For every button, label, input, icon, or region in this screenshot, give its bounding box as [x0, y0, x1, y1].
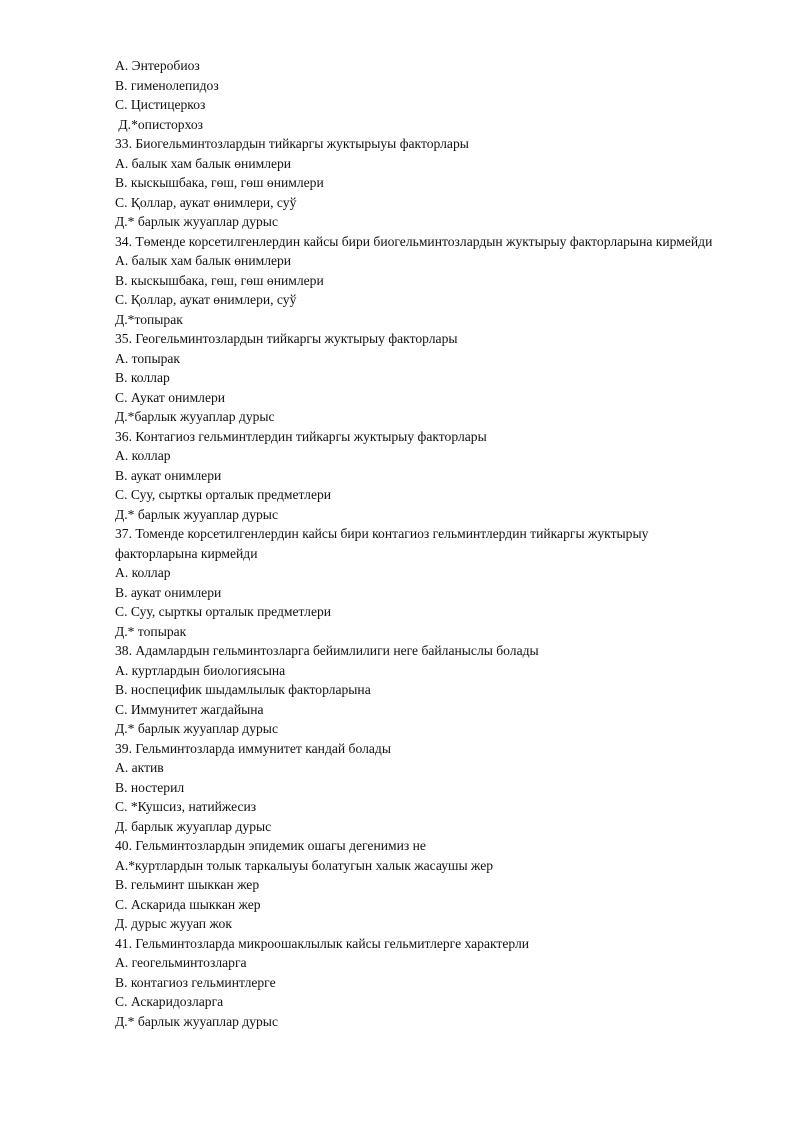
answer-option: Д.* барлык жууаплар дурыс: [115, 214, 278, 229]
answer-option: А. балык хам балык өнимлери: [115, 155, 292, 171]
answer-option: А. балык хам балык өнимлери: [115, 253, 292, 268]
answer-option: В. аукат онимлери: [115, 584, 222, 600]
answer-option: А. геогельминтозларга: [115, 955, 247, 970]
question-34: 34. Төменде корсетилгенлердин кайсы бири биогельминтозлардын жуктырыу факторларына кирмейди: [115, 233, 713, 249]
answer-option: С. Аскаридозларга: [115, 994, 224, 1009]
answer-option: В. носпецифик шыдамлылык факторларына: [115, 682, 371, 697]
answer-option: В. гельминт шыккан жер: [115, 877, 260, 892]
answer-option: А. коллар: [115, 448, 171, 463]
question-37: 37. Томенде корсетилгенлердин кайсы бири контагиоз гельминтлердин тийкаргы жуктырыу факторларына кирмейди: [115, 526, 649, 561]
question-36: 36. Контагиоз гельминтлердин тийкаргы жуктырыу факторлары: [115, 428, 487, 444]
answer-option: Д.*топырак: [115, 311, 183, 327]
answer-option: С. Аскарида шыккан жер: [115, 896, 261, 912]
answer-option: Д. дурыс жууап жок: [115, 916, 232, 931]
answer-option: Д.*описторхоз: [115, 116, 204, 132]
answer-option: В. ностерил: [115, 779, 185, 795]
answer-option: В. контагиоз гельминтлерге: [115, 974, 276, 990]
question-35: 35. Геогельминтозлардын тийкаргы жуктырыу факторлары: [115, 331, 458, 346]
answer-option: А.*куртлардын толык таркалыуы болатугын халык жасаушы жер: [115, 857, 494, 873]
question-list: [115, 56, 715, 1031]
question-40: 40. Гельминтозлардын эпидемик ошагы дегенимиз не: [115, 838, 426, 853]
answer-option: В. гименолепидоз: [115, 77, 219, 93]
answer-option: Д.*барлык жууаплар дурыс: [115, 409, 275, 424]
answer-option: А. Энтеробиоз: [115, 58, 200, 73]
answer-option: Д.* барлык жууаплар дурыс: [115, 506, 278, 522]
answer-option: А. коллар: [115, 565, 171, 580]
answer-option: С. Аукат онимлери: [115, 389, 226, 405]
answer-option: Д. барлык жууаплар дурыс: [115, 818, 272, 834]
question-33: 33. Биогельминтозлардын тийкаргы жуктырыуы факторлары: [115, 136, 469, 151]
answer-option: С. Қоллар, аукат өнимлери, суў: [115, 194, 297, 210]
answer-option: В. кыскышбака, гөш, гөш өнимлери: [115, 272, 324, 288]
answer-option: С. Суу, сырткы орталык предметлери: [115, 487, 332, 502]
answer-option: Д.* барлык жууаплар дурыс: [115, 721, 278, 736]
answer-option: Д.* топырак: [115, 623, 187, 639]
answer-option: А. куртлардын биологиясына: [115, 662, 286, 678]
answer-option: С. Суу, сырткы орталык предметлери: [115, 604, 332, 619]
question-41: 41. Гельминтозларда микроошаклылык кайсы гельмитлерге характерли: [115, 935, 530, 951]
answer-option: А. актив: [115, 760, 164, 775]
answer-option: В. аукат онимлери: [115, 467, 222, 483]
question-38: 38. Адамлардын гельминтозларга бейимлилиги неге байланыслы болады: [115, 643, 539, 658]
answer-option: С. Қоллар, аукат өнимлери, суў: [115, 292, 297, 307]
answer-option: С. Цистицеркоз: [115, 97, 206, 112]
answer-option: С. Иммунитет жагдайына: [115, 701, 264, 717]
answer-option: А. топырак: [115, 350, 181, 366]
answer-option: С. *Кушсиз, натийжесиз: [115, 799, 257, 814]
answer-option: Д.* барлык жууаплар дурыс: [115, 1013, 278, 1029]
question-39: 39. Гельминтозларда иммунитет кандай болады: [115, 740, 391, 756]
answer-option: В. коллар: [115, 370, 170, 385]
answer-option: В. кыскышбака, гөш, гөш өнимлери: [115, 175, 324, 190]
